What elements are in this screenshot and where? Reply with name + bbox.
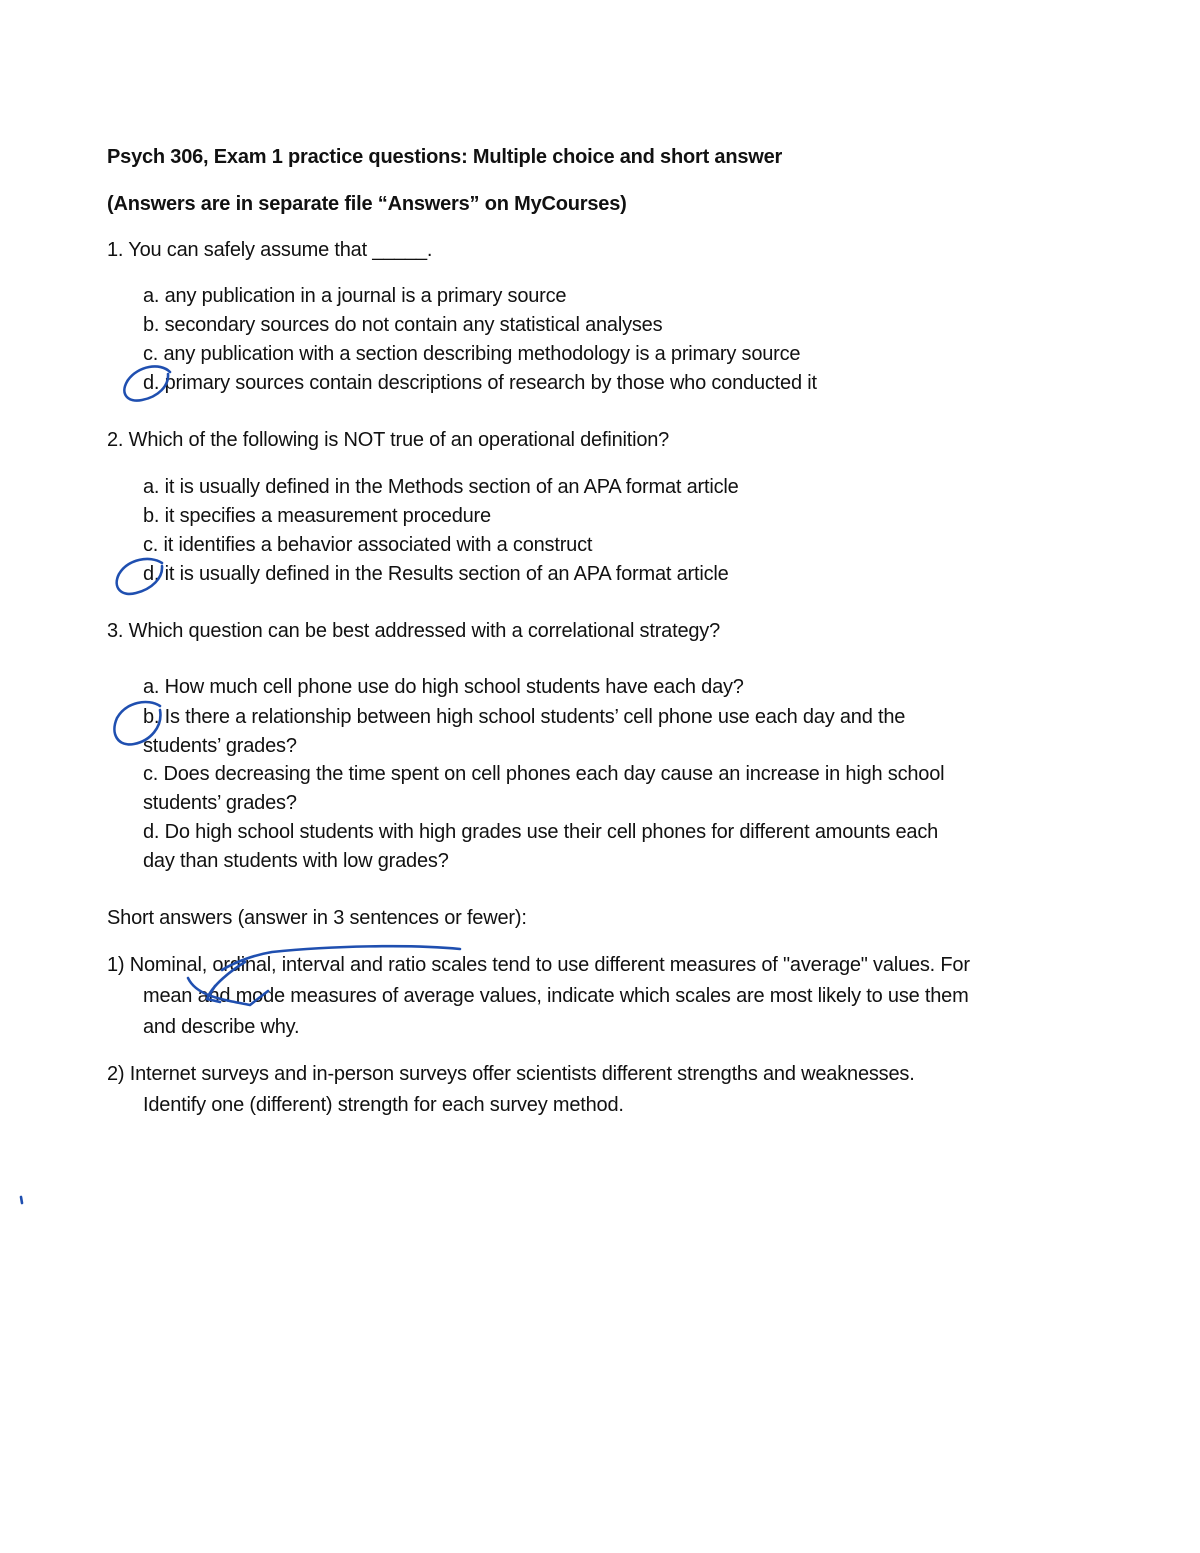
question-3-option-b: b. Is there a relationship between high school students’ cell phone use each day and the: [143, 706, 906, 728]
question-1-option-a: a. any publication in a journal is a primary source: [143, 285, 567, 307]
short-answer-2-line-1: 2) Internet surveys and in-person surveys offer scientists different strengths and weaknesses.: [107, 1063, 915, 1085]
question-3-option-d: d. Do high school students with high grades use their cell phones for different amounts each: [143, 821, 939, 843]
question-2-option-c: c. it identifies a behavior associated with a construct: [143, 534, 593, 556]
question-3-option-c-cont: students’ grades?: [143, 792, 297, 814]
answers-note: (Answers are in separate file “Answers” on MyCourses): [107, 193, 627, 215]
question-1-option-b: b. secondary sources do not contain any statistical analyses: [143, 314, 663, 336]
question-3-stem: 3. Which question can be best addressed with a correlational strategy?: [107, 620, 721, 642]
document-title: Psych 306, Exam 1 practice questions: Multiple choice and short answer: [107, 146, 783, 168]
question-3-option-a: a. How much cell phone use do high school students have each day?: [143, 676, 744, 698]
short-answer-1-line-3: and describe why.: [143, 1016, 300, 1038]
question-2-option-a: a. it is usually defined in the Methods section of an APA format article: [143, 476, 739, 498]
question-1-option-d: d. primary sources contain descriptions of research by those who conducted it: [143, 372, 817, 394]
question-2-option-b: b. it specifies a measurement procedure: [143, 505, 491, 527]
short-answer-1-line-1: 1) Nominal, ordinal, interval and ratio scales tend to use different measures of "average" values. For: [107, 954, 970, 976]
question-1-option-c: c. any publication with a section describing methodology is a primary source: [143, 343, 801, 365]
question-3-option-c: c. Does decreasing the time spent on cell phones each day cause an increase in high school: [143, 763, 945, 785]
short-answer-2-line-2: Identify one (different) strength for each survey method.: [143, 1094, 624, 1116]
question-2-option-d: d. it is usually defined in the Results section of an APA format article: [143, 563, 729, 585]
question-1-stem: 1. You can safely assume that _____.: [107, 239, 433, 261]
short-answers-heading: Short answers (answer in 3 sentences or fewer):: [107, 907, 527, 929]
question-3-option-b-cont: students’ grades?: [143, 735, 297, 757]
short-answer-1-line-2: mean and mode measures of average values, indicate which scales are most likely to use them: [143, 985, 969, 1007]
question-2-stem: 2. Which of the following is NOT true of an operational definition?: [107, 429, 670, 451]
stray-ink-mark: [21, 1197, 22, 1203]
question-3-option-d-cont: day than students with low grades?: [143, 850, 449, 872]
